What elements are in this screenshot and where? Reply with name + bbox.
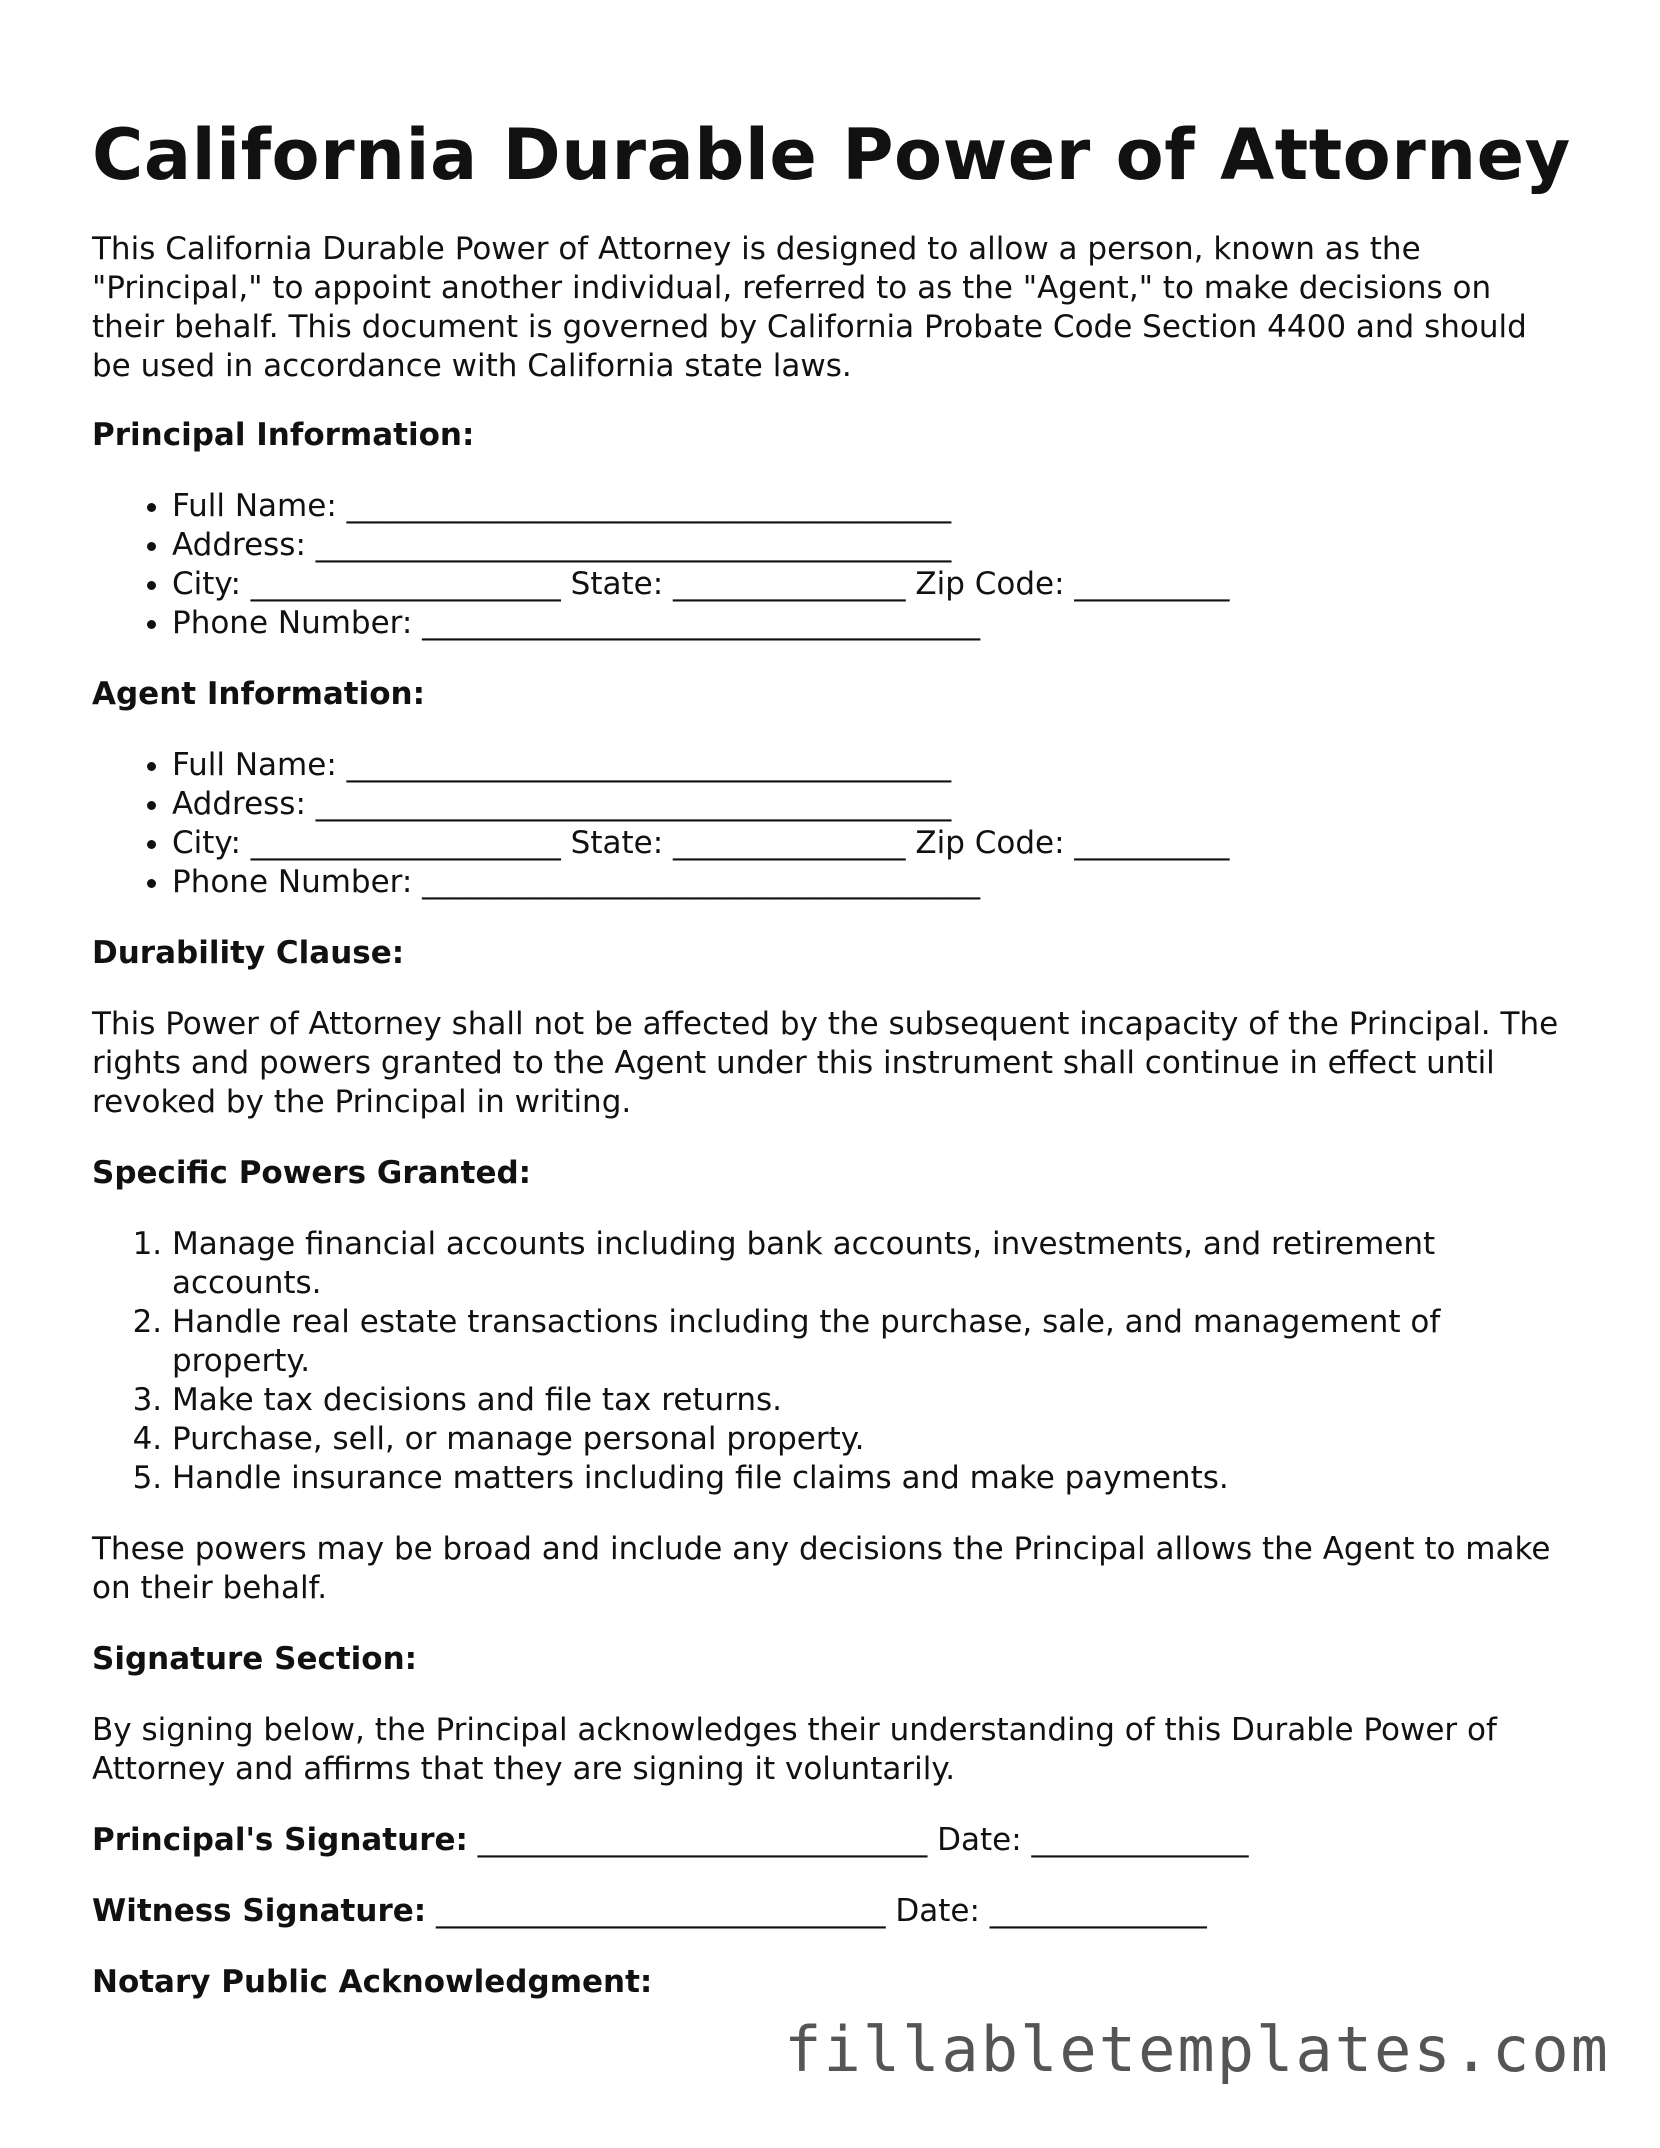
agent-info-list (92, 746, 1572, 902)
principal-signature-line[interactable] (92, 1821, 1572, 1860)
principal-signature-field[interactable]: _____________________________ Date: ______________ (467, 1822, 1249, 1858)
agent-full-name-field[interactable]: • Full Name: _______________________________________ (172, 746, 1572, 785)
powers-list (92, 1225, 1572, 1498)
agent-phone-field[interactable]: • Phone Number: ____________________________________ (172, 863, 1572, 902)
principal-phone-field[interactable]: • Phone Number: ____________________________________ (172, 604, 1572, 643)
witness-signature-label: Witness Signature: (92, 1893, 427, 1929)
power-item: 2. Handle real estate transactions including the purchase, sale, and management of property. (172, 1303, 1572, 1381)
document-title: California Durable Power of Attorney (92, 114, 1571, 196)
principal-signature-label: Principal's Signature: (92, 1822, 468, 1858)
document-page (92, 110, 1572, 2002)
power-item: 4. Purchase, sell, or manage personal property. (172, 1420, 1572, 1459)
signature-paragraph: By signing below, the Principal acknowledges their understanding of this Durable Power of Attorney and affirms that they are signing it voluntarily. (92, 1712, 1497, 1787)
notary-heading: Notary Public Acknowledgment: (92, 1964, 653, 2000)
power-item: 5. Handle insurance matters including file claims and make payments. (172, 1459, 1572, 1498)
principal-address-field[interactable]: • Address: _________________________________________ (172, 526, 1572, 565)
power-item: 1. Manage financial accounts including bank accounts, investments, and retirement accounts. (172, 1225, 1572, 1303)
agent-city-state-zip-field[interactable]: • City: ____________________ State: _______________ Zip Code: __________ (172, 824, 1572, 863)
durability-heading: Durability Clause: (92, 935, 405, 971)
principal-info-list (92, 487, 1572, 643)
powers-heading: Specific Powers Granted: (92, 1155, 532, 1191)
signature-heading: Signature Section: (92, 1641, 418, 1677)
agent-address-field[interactable]: • Address: _________________________________________ (172, 785, 1572, 824)
principal-heading: Principal Information: (92, 417, 475, 453)
site-watermark: fillabletemplates.com (784, 2013, 1610, 2086)
witness-signature-line[interactable] (92, 1892, 1572, 1931)
power-item: 3. Make tax decisions and file tax returns. (172, 1381, 1572, 1420)
principal-city-state-zip-field[interactable]: • City: ____________________ State: _______________ Zip Code: __________ (172, 565, 1572, 604)
agent-heading: Agent Information: (92, 676, 425, 712)
intro-paragraph: This California Durable Power of Attorney is designed to allow a person, known as the "Principal," to appoint another individual, referred to as the "Agent," to make decisions on their behalf. This document is governed by California Probate Code Section 4400 and should be used in accordance with California state laws. (92, 231, 1527, 384)
powers-note: These powers may be broad and include any decisions the Principal allows the Agent to make on their behalf. (92, 1531, 1551, 1606)
durability-paragraph: This Power of Attorney shall not be affected by the subsequent incapacity of the Principal. The rights and powers granted to the Agent under this instrument shall continue in effect until revoked by the Principal in writing. (92, 1006, 1559, 1120)
principal-full-name-field[interactable]: • Full Name: _______________________________________ (172, 487, 1572, 526)
witness-signature-field[interactable]: _____________________________ Date: ______________ (426, 1893, 1207, 1929)
